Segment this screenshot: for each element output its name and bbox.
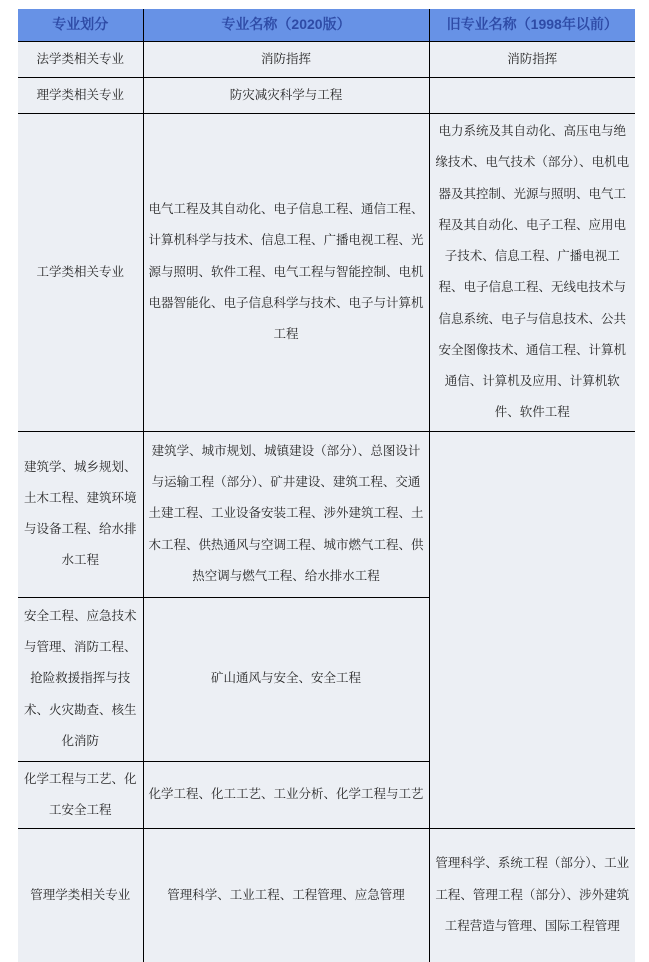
- name-2020-cell: 矿山通风与安全、安全工程: [143, 597, 429, 761]
- table-row: [18, 829, 635, 962]
- old-name-cell: 消防指挥: [429, 41, 635, 77]
- division-cell: 管理学类相关专业: [18, 829, 143, 962]
- column-header-division: 专业划分: [18, 9, 143, 41]
- name-2020-cell: 化学工程、化工工艺、工业分析、化学工程与工艺: [143, 761, 429, 829]
- old-name-cell: 电力系统及其自动化、高压电与绝缘技术、电气技术（部分）、电机电器及其控制、光源与照明、电气工程及其自动化、电子工程、应用电子技术、信息工程、广播电视工程、电子信息工程、无线电技术与信息系统、电子与信息技术、公共安全图像技术、通信工程、计算机通信、计算机及应用、计算机软件、软件工程: [429, 114, 635, 432]
- division-cell: 法学类相关专业: [18, 41, 143, 77]
- old-name-cell: 管理科学、系统工程（部分）、工业工程、管理工程（部分）、涉外建筑工程营造与管理、国际工程管理: [429, 829, 635, 962]
- majors-comparison-table: [18, 9, 635, 962]
- division-cell: 理学类相关专业: [18, 77, 143, 113]
- division-cell: 安全工程、应急技术与管理、消防工程、抢险救援指挥与技术、火灾勘查、核生化消防: [18, 597, 143, 761]
- table-row: [18, 431, 635, 597]
- table-row: [18, 114, 635, 432]
- name-2020-cell: 消防指挥: [143, 41, 429, 77]
- old-name-cell-merged-empty: [429, 431, 635, 829]
- table-row: [18, 41, 635, 77]
- header-row: [18, 9, 635, 41]
- column-header-old-name: 旧专业名称（1998年以前）: [429, 9, 635, 41]
- table-row: [18, 77, 635, 113]
- name-2020-cell: 建筑学、城市规划、城镇建设（部分）、总图设计与运输工程（部分）、矿井建设、建筑工程、交通土建工程、工业设备安装工程、涉外建筑工程、土木工程、供热通风与空调工程、城市燃气工程、供热空调与燃气工程、给水排水工程: [143, 431, 429, 597]
- old-name-cell: [429, 77, 635, 113]
- division-cell: 工学类相关专业: [18, 114, 143, 432]
- name-2020-cell: 防灾减灾科学与工程: [143, 77, 429, 113]
- name-2020-cell: 电气工程及其自动化、电子信息工程、通信工程、计算机科学与技术、信息工程、广播电视工程、光源与照明、软件工程、电气工程与智能控制、电机电器智能化、电子信息科学与技术、电子与计算机工程: [143, 114, 429, 432]
- column-header-name-2020: 专业名称（2020版）: [143, 9, 429, 41]
- name-2020-cell: 管理科学、工业工程、工程管理、应急管理: [143, 829, 429, 962]
- division-cell: 化学工程与工艺、化工安全工程: [18, 761, 143, 829]
- division-cell: 建筑学、城乡规划、土木工程、建筑环境与设备工程、给水排水工程: [18, 431, 143, 597]
